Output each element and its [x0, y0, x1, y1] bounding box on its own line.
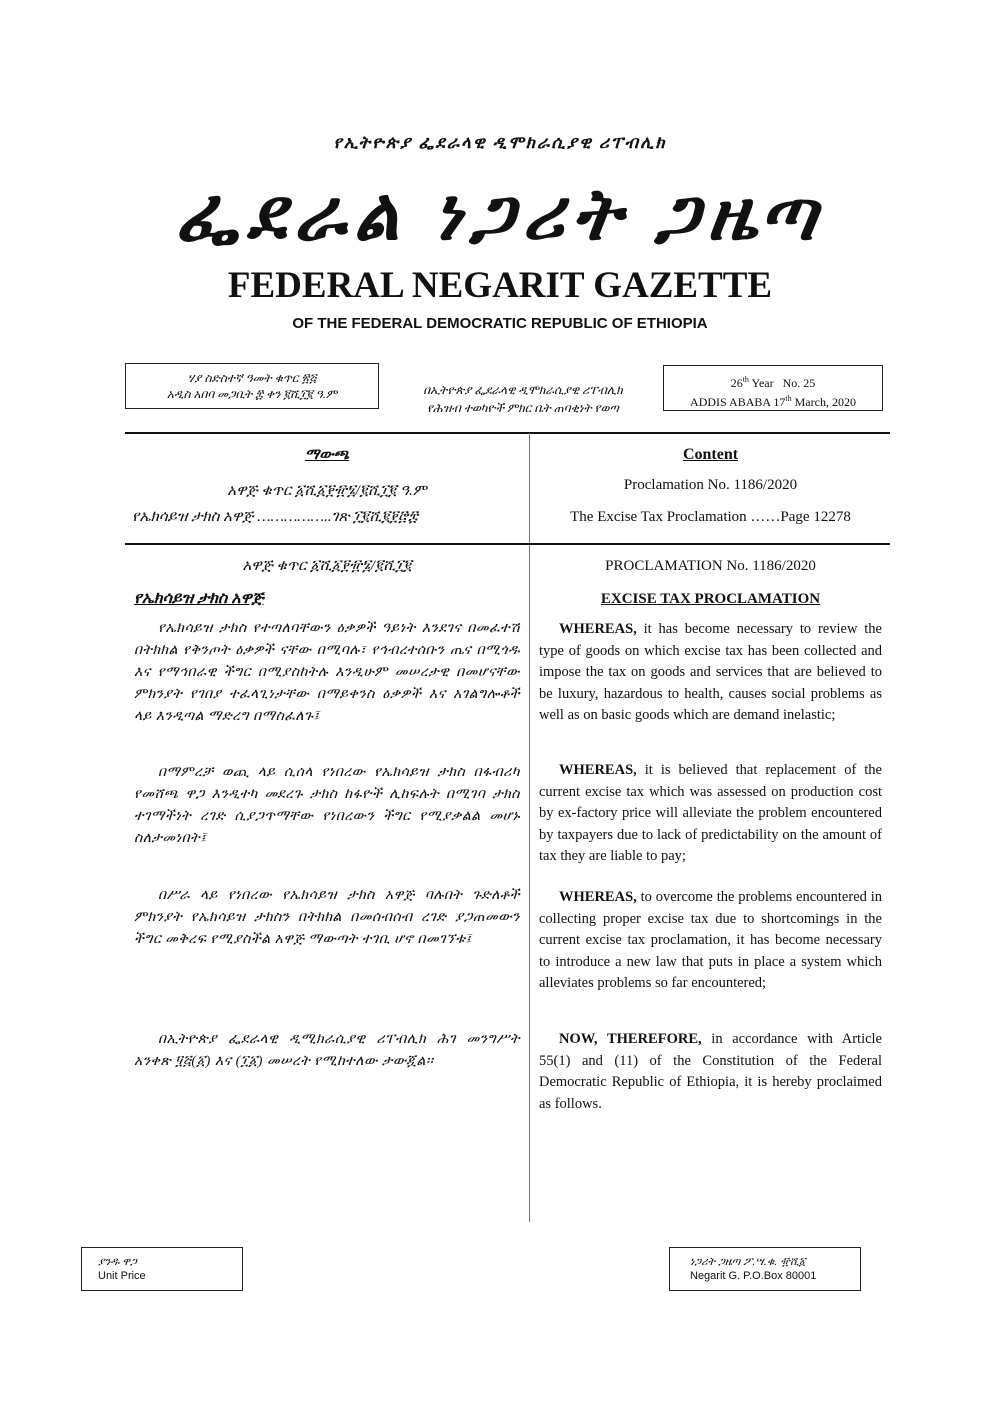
issue-date-amharic: አዲስ አበባ መጋቢት ፰ ቀን ፪ሺ፲፪ ዓ.ም: [166, 387, 338, 401]
contents-heading-english: Content: [682, 446, 739, 463]
toc-entry-english-number: Proclamation No. 1186/2020: [623, 477, 798, 493]
gazette-subtitle-english: OF THE FEDERAL DEMOCRATIC REPUBLIC OF ETHIOPIA: [292, 315, 708, 332]
gazette-title-english: FEDERAL NEGARIT GAZETTE: [227, 265, 773, 306]
proclamation-title-english: EXCISE TAX PROCLAMATION: [600, 591, 821, 607]
po-box-box: [669, 1247, 861, 1291]
unit-price-label-english: Unit Price: [98, 1270, 146, 1282]
contents-divider: [125, 543, 890, 545]
unit-price-label-amharic: ያንዱ ዋጋ: [98, 1256, 137, 1268]
proclamation-number-amharic: አዋጅ ቁጥር ፩ሺ፩፻፹፮/፪ሺ፲፪: [242, 558, 412, 574]
contents-heading-amharic: ማውጫ: [304, 447, 350, 463]
toc-entry-english-title: The Excise Tax Proclamation ……Page 12278: [570, 509, 851, 525]
issue-box-amharic: [125, 363, 379, 409]
preamble-paragraph-amharic: በሥራ ላይ የነበረው የኤክሳይዝ ታክስ አዋጅ ባሉበት ጉድለቶች ምክንያት የኤክሳይዝ ታክስን በትክክል በመሰብሰብ ረገድ ያጋጠመውን ችግር መቅረፍ የሚያስችል አዋጅ ማውጣት ተገቢ ሆኖ በመገኘቱ፤: [134, 888, 520, 947]
issuing-authority-line2: የሕዝብ ተወካዮች ምክር ቤት ጠባቂነት የወጣ: [427, 401, 619, 415]
unit-price-box: [81, 1247, 243, 1291]
gazette-title-amharic: ፌደራል ነጋሪት ጋዜጣ: [175, 175, 825, 255]
preamble-paragraph-english: WHEREAS, it has become necessary to review the type of goods on which excise tax has been collected and impose the tax on goods and services that are believed to be luxury, hazardous to health, causes social problems as well as on basic goods which are demand inelastic;: [539, 621, 882, 723]
top-divider: [125, 432, 890, 434]
issuing-authority: [383, 381, 663, 417]
preamble-paragraph-amharic: በማምረቻ ወጪ ላይ ሲሰላ የነበረው የኤክሳይዝ ታክስ በፋብሪካ የመሸጫ ዋጋ እንዲተካ መደረጉ ታክስ ከፋዮች ሊከፍሉት በሚገባ ታክስ ተገማችነት ረገድ ሲያጋጥማቸው የነበረውን ችግር የሚያቃልል መሆኑ ስለታመነበት፤: [134, 765, 520, 846]
po-box-english: Negarit G. P.O.Box 80001: [690, 1270, 817, 1282]
preamble-paragraph-english: WHEREAS, it is believed that replacement of the current excise tax which was assessed on production cost by ex-factory price will alleviate the problem encountered by taxpayers due to lack of predictability on the amount of tax they are liable to pay;: [539, 762, 882, 864]
preamble-paragraph-amharic: በኢትዮጵያ ፌደራላዊ ዲሚክራሲያዊ ሪፐብሊክ ሕገ መንግሥት አንቀጽ ፶፭(፩) እና (፲፩) መሠረት የሚከተለው ታውጇል፡፡: [134, 1032, 520, 1069]
toc-entry-amharic-title: የኤክሳይዝ ታክስ አዋጅ ……………..ገጽ ፲፪ሺ፪፻፸፰: [132, 509, 418, 525]
issuing-authority-line1: በኢትዮጵያ ፌደራላዊ ዲሞክራሲያዊ ሪፐብሊክ: [423, 383, 623, 397]
proclamation-number-english: PROCLAMATION No. 1186/2020: [605, 558, 816, 574]
issue-date-english: ADDIS ABABA 17th March, 2020: [690, 394, 856, 409]
republic-name-amharic: የኢትዮጵያ ፌደራላዊ ዲሞክራሲያዊ ሪፐብሊክ: [333, 133, 667, 152]
contents-column-divider: [529, 433, 530, 543]
issue-box-english: [663, 365, 883, 411]
preamble-paragraph-english: WHEREAS, to overcome the problems encountered in collecting proper excise tax due to shortcomings in the current excise tax proclamation, it has become necessary to introduce a new law that puts in place a system which alleviates problems so far encountered;: [539, 889, 882, 991]
issue-year-amharic: ሃያ ስድስተኛ ዓመት ቁጥር ፳፭: [187, 371, 317, 385]
preamble-paragraph-amharic: የኤክሳይዝ ታክስ የተጣለባቸውን ዕቃዎች ዓይነት እንደገና በመፈተሽ በትክክል የቅንጦት ዕቃዎች ናቸው በሚባሉ፣ የኅብረተሰቡን ጤና በሚጎዱ እና የማኅበራዊ ችግር በሚያስከትሉ እንዲሁም መሠረታዊ በመሆናቸው ምክንያት የገበያ ተፈላጊነታቸው በማይቀንስ ዕቃዎች እና አገልግሎቶች ላይ እንዲጣል ማድረግ በማስፈለጉ፤: [134, 621, 520, 724]
preamble-paragraph-english: NOW, THEREFORE, in accordance with Article 55(1) and (11) of the Constitution of the Federal Democratic Republic of Ethiopia, it is hereby proclaimed as follows.: [539, 1031, 882, 1112]
po-box-amharic: ነጋሪት ጋዜጣ ፖ.ሣ.ቁ. ፹ሺ፩: [690, 1256, 806, 1268]
proclamation-title-amharic: የኤክሳይዝ ታክስ አዋጅ: [134, 590, 264, 607]
issue-year-english: 26th Year No. 25: [730, 375, 816, 390]
toc-entry-amharic-number: አዋጅ ቁጥር ፩ሺ፩፻፹፮/፪ሺ፲፪ ዓ.ም: [227, 483, 427, 499]
body-column-divider: [529, 545, 530, 1222]
